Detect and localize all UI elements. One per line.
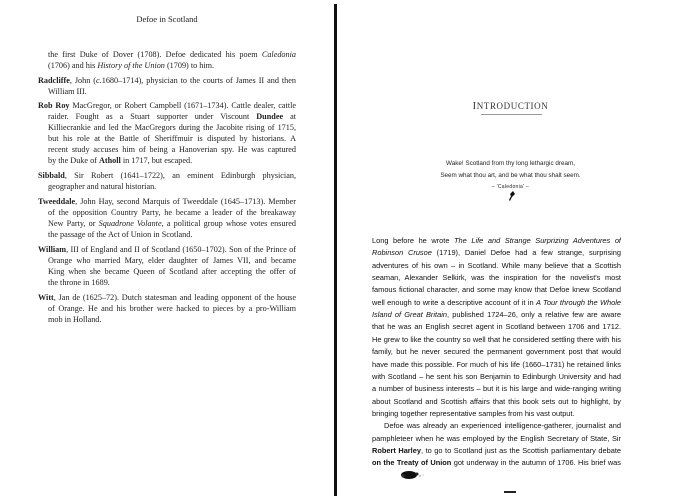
glossary-line [48, 218, 296, 229]
line-text: New Party, or [48, 219, 99, 228]
line-text: , Jan de (1625–72). Dutch statesman and leading opponent of the house [53, 293, 296, 302]
glossary-line [48, 111, 296, 122]
bold-name: Robert Harley [372, 445, 421, 455]
body-line [372, 284, 621, 296]
line-text: , to go to Scotland just as the Scottish parliamentary debate [420, 445, 621, 455]
line-text: but his role at the Battle of Sheriffmuir is disputed by historians. A [48, 134, 296, 143]
line-text: adventures of his own – in Scotland. While many believe that a Scottish [372, 260, 621, 270]
body-line [372, 396, 621, 408]
body-line [372, 408, 621, 420]
chapter-title-initial: I [472, 101, 477, 112]
right-page [338, 0, 683, 499]
line-text: King when she became Queen of Scotland after accepting the offer of [48, 267, 296, 276]
entry-headword: Rob Roy [38, 101, 70, 110]
line-text: about Scotland and Scottish affairs that this book sets out to highlight, by [372, 396, 621, 406]
chapter-title-rest: NTRODUCTION [476, 101, 549, 111]
line-text: well enough to write a descriptive account of it in [372, 297, 536, 307]
glossary-line [48, 60, 296, 71]
line-text: recent study accuses him of being a Hanoverian spy. He was captured [48, 145, 296, 154]
line-text: the first Duke of Dover (1708). Defoe dedicated his poem [48, 50, 262, 59]
glossary-line [38, 244, 296, 255]
glossary-line [48, 229, 296, 240]
body-line [372, 445, 621, 457]
line-text: a number of business interests – but it is his large and wide-ranging writing [372, 384, 621, 394]
glossary-line [48, 303, 296, 314]
line-text: the passage of the Act of Union in Scotland. [48, 230, 193, 239]
italic-title: c. [96, 76, 102, 85]
glossary-line [48, 314, 296, 325]
line-text: at [283, 112, 296, 121]
body-line [372, 235, 621, 247]
line-text: seaman, Alexander Selkirk, was the inspiration for the novelist's most [372, 273, 621, 283]
line-text: , John ( [69, 76, 97, 85]
italic-title: Robinson Crusoe [372, 248, 432, 258]
chapter-title [338, 101, 683, 112]
italic-title: Island of Great Britain [372, 310, 447, 320]
body-line [372, 247, 621, 259]
line-text: mob in Holland. [48, 315, 102, 324]
glossary-line [38, 196, 296, 207]
glossary-line [48, 266, 296, 277]
line-text: got underway in the autumn of 1706. His brief was [451, 458, 621, 468]
line-text: 1680–1714), physician to the courts of James II and then [101, 76, 296, 85]
line-text: have made this possible. For much of his life (1660–1731) he retained links [372, 359, 621, 369]
glossary-line [48, 255, 296, 266]
line-text: of Orange. He and his brother were hacked to pieces by a pro-William [48, 304, 296, 313]
glossary-line [38, 292, 296, 303]
line-text: Long before he wrote [372, 236, 455, 245]
glossary-line [38, 75, 296, 86]
line-text: of the opposition Country Party, he became a leader of the breakaway [48, 208, 296, 217]
body-line [372, 433, 621, 445]
glossary-line [38, 100, 296, 111]
line-text: famous fictional character, and some may know that Defoe knew Scotland [372, 285, 621, 295]
glossary-line [48, 49, 296, 60]
epigraph-line-2: Seem what thou art, and be what thou shalt seem. [440, 172, 581, 179]
entry-headword: Tweeddale [38, 197, 76, 206]
glossary-line [48, 277, 296, 288]
bold-name: on the Treaty of Union [372, 458, 452, 468]
body-line [372, 346, 621, 358]
line-text: , published 1724–26, only a relative few are aware [446, 310, 621, 320]
epigraph-line-1: Wake! Scotland from thy long lethargic dream, [446, 160, 575, 167]
line-text: geographer and natural historian. [48, 182, 157, 191]
glossary-line [48, 144, 296, 155]
title-underline [481, 114, 542, 115]
left-page [0, 0, 334, 499]
line-text: , Sir Robert (1641–1722), an eminent Edinburgh physician, [64, 171, 296, 180]
line-text: William III. [48, 87, 87, 96]
page-number-mark [504, 491, 516, 493]
line-text: He grew to like the country so well that he considered settling there with his [372, 334, 621, 344]
body-line [372, 371, 621, 383]
line-text: (1719), Daniel Defoe had a few strange, surprising [431, 248, 621, 258]
entry-headword: Witt [38, 293, 54, 302]
glossary-line [48, 86, 296, 97]
body-line [372, 309, 621, 321]
book-spine-divider [334, 4, 337, 496]
line-text: Killiecrankie and led the MacGregors during the Jacobite rising of 1715, [48, 123, 296, 132]
entry-headword: Radcliffe [38, 76, 70, 85]
entry-headword: Atholl [98, 156, 121, 165]
body-line [372, 260, 621, 272]
entry-headword: William [38, 245, 67, 254]
glossary-line [48, 207, 296, 218]
glossary-line [48, 181, 296, 192]
line-text: that he was an English secret agent in Scotland between 1706 and 1712. [372, 322, 621, 332]
line-text: (1706) and his [48, 61, 98, 70]
italic-title: Caledonia [261, 50, 296, 59]
line-text: , John Hay, second Marquis of Tweeddale (1645–1713). Member [75, 197, 296, 206]
line-text: MacGregor, or Robert Campbell (1671–1734). Cattle dealer, cattle [69, 101, 296, 110]
line-text: Defoe was already an experienced intelligence-gatherer, journalist and [384, 421, 621, 431]
ink-mark-icon [509, 191, 515, 201]
line-text: in 1717, but escaped. [120, 156, 193, 165]
line-text: pamphleteer when he was employed by the English Secretary of State, Sir [372, 433, 621, 443]
line-text: by the Duke of [48, 156, 99, 165]
line-text: , a political group whose votes ensured [161, 219, 296, 228]
body-line [372, 457, 621, 469]
glossary-line [48, 155, 296, 166]
glossary-line [48, 133, 296, 144]
italic-title: History of the Union [97, 61, 165, 70]
line-text: bringing together representative samples from his vast output. [372, 408, 575, 418]
line-text: raider. Fought as a Stuart supporter under Viscount [48, 112, 257, 121]
line-text: with Scotland – he sent his son Benjamin to Edinburgh University and had [372, 371, 621, 381]
ink-smudge-icon [399, 470, 425, 480]
line-text: , III of England and II of Scotland (1650–1702). Son of the Prince of [66, 245, 296, 254]
running-head: Defoe in Scotland [136, 14, 198, 24]
body-line [372, 383, 621, 395]
line-text: (1709) to him. [164, 61, 215, 70]
body-line [384, 420, 621, 432]
body-line [372, 321, 621, 333]
line-text: family, but he never secured the permanent government post that would [372, 347, 621, 357]
italic-title: The Life and Strange Surprizing Adventures of [454, 236, 621, 245]
body-line [372, 359, 621, 371]
body-line [372, 334, 621, 346]
epigraph-attribution: – 'Caledonia' – [491, 184, 530, 190]
body-line [372, 272, 621, 284]
glossary-line [48, 122, 296, 133]
italic-title: Squadrone Volante [98, 219, 162, 228]
glossary-line [38, 170, 296, 181]
italic-title: A Tour through the Whole [535, 297, 621, 307]
line-text: Orange who married Mary, elder daughter of James VII, and became [48, 256, 296, 265]
entry-headword: Dundee [256, 112, 284, 121]
entry-headword: Sibbald [38, 171, 65, 180]
line-text: the throne in 1689. [48, 278, 110, 287]
body-line [372, 297, 621, 309]
